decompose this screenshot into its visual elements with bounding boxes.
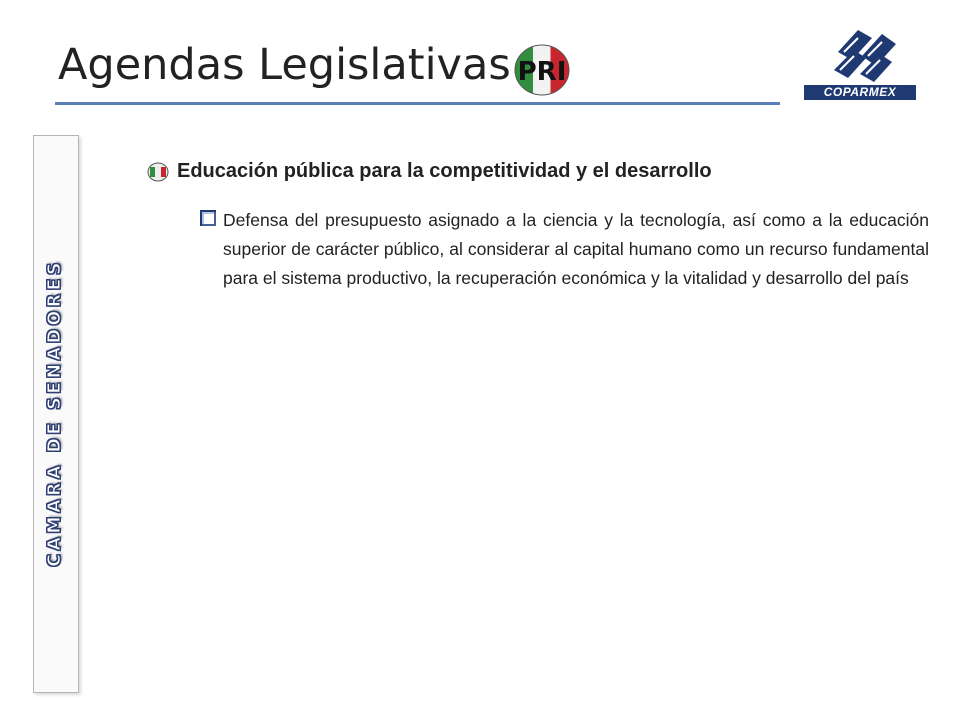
bullet-item (199, 206, 929, 293)
bullet-text: Defensa del presupuesto asignado a la ciencia y la tecnología, así como a la educación superior de carácter público, al considerar al capital humano como un recurso fundamental para el sistema productivo, la recuperación económica y la vitalidad y desarrollo del país (223, 210, 929, 288)
pri-bullet-icon (147, 162, 169, 182)
side-label: CAMARA DE SENADORES (45, 259, 65, 567)
pri-logo-icon (514, 44, 570, 96)
title-underline (55, 102, 780, 105)
slide-title: Agendas Legislativas (58, 40, 511, 90)
pri-logo-text: PRI (517, 57, 567, 87)
heading-row (147, 160, 712, 183)
section-heading: Educación pública para la competitividad y el desarrollo (177, 160, 712, 182)
checkbox-square-icon (199, 209, 217, 227)
coparmex-wordmark: COPARMEX (804, 85, 916, 100)
